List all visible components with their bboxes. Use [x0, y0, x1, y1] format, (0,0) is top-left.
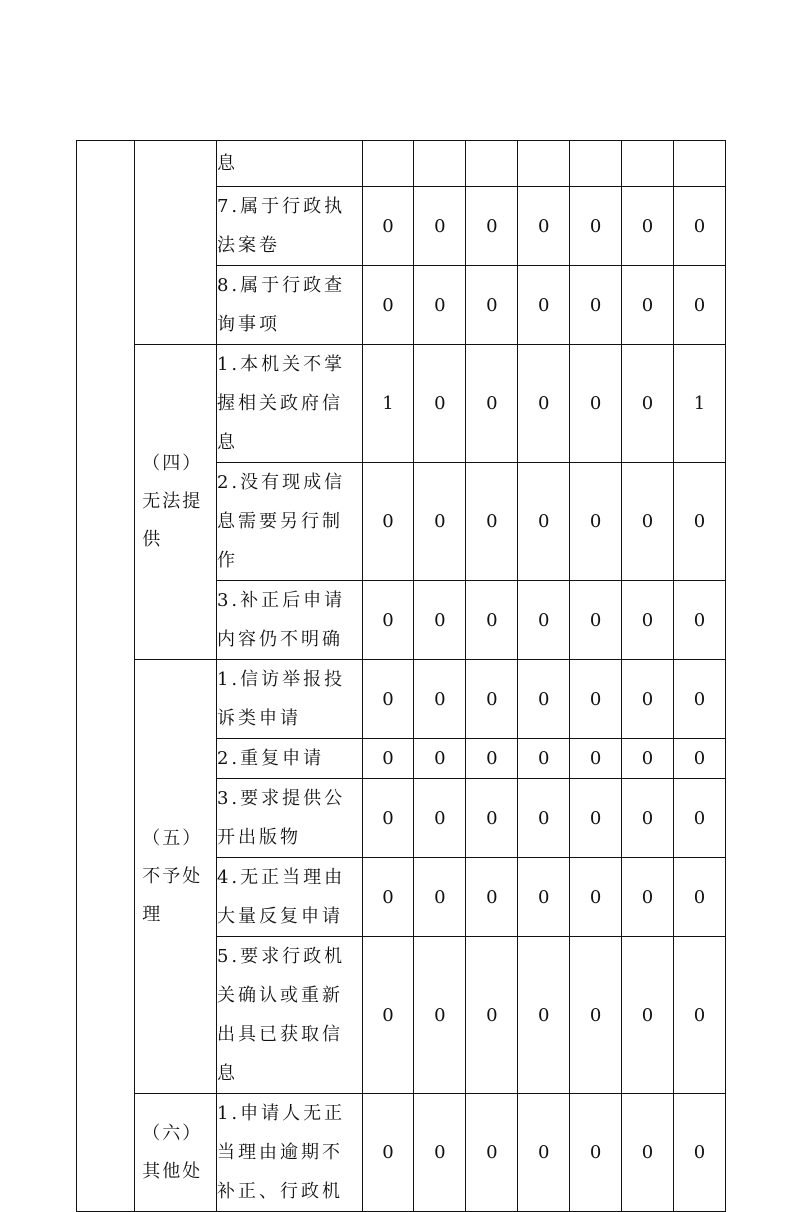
value-cell: 0	[362, 187, 414, 266]
value-cell: 0	[414, 345, 466, 463]
category-four-cell: （四）无法提供	[134, 345, 216, 660]
value-cell: 0	[362, 937, 414, 1094]
value-cell: 0	[570, 739, 622, 779]
item-label: 3.要求提供公开出版物	[216, 779, 362, 858]
item-label: 5.要求行政机关确认或重新出具已获取信息	[216, 937, 362, 1094]
value-cell: 0	[414, 463, 466, 581]
value-cell: 0	[466, 266, 518, 345]
item-label: 7.属于行政执法案卷	[216, 187, 362, 266]
value-cell: 0	[570, 266, 622, 345]
value-cell: 0	[622, 779, 674, 858]
value-cell: 1	[673, 345, 725, 463]
value-cell	[362, 141, 414, 187]
item-label: 1.本机关不掌握相关政府信息	[216, 345, 362, 463]
value-cell: 0	[673, 858, 725, 937]
value-cell: 0	[622, 463, 674, 581]
value-cell: 0	[673, 779, 725, 858]
item-label: 8.属于行政查询事项	[216, 266, 362, 345]
value-cell: 0	[622, 660, 674, 739]
value-cell: 0	[673, 463, 725, 581]
table-row	[77, 345, 726, 463]
value-cell: 0	[466, 739, 518, 779]
value-cell: 0	[466, 463, 518, 581]
value-cell: 0	[518, 858, 570, 937]
value-cell: 0	[570, 858, 622, 937]
value-cell: 0	[622, 1094, 674, 1212]
value-cell: 0	[414, 779, 466, 858]
value-cell	[466, 141, 518, 187]
value-cell: 0	[518, 660, 570, 739]
value-cell: 0	[466, 581, 518, 660]
value-cell: 0	[622, 345, 674, 463]
value-cell: 0	[362, 266, 414, 345]
item-label: 4.无正当理由大量反复申请	[216, 858, 362, 937]
value-cell: 0	[570, 937, 622, 1094]
value-cell: 0	[518, 937, 570, 1094]
value-cell: 0	[570, 779, 622, 858]
value-cell: 0	[518, 463, 570, 581]
category-six-cell: （六）其他处	[134, 1094, 216, 1212]
value-cell	[414, 141, 466, 187]
value-cell	[673, 141, 725, 187]
value-cell: 0	[673, 581, 725, 660]
item-label: 1.信访举报投诉类申请	[216, 660, 362, 739]
value-cell: 0	[466, 779, 518, 858]
value-cell: 0	[673, 187, 725, 266]
value-cell: 0	[622, 739, 674, 779]
value-cell: 0	[414, 581, 466, 660]
value-cell: 0	[622, 266, 674, 345]
value-cell: 0	[466, 1094, 518, 1212]
category-five-cell: （五）不予处理	[134, 660, 216, 1094]
value-cell: 0	[414, 739, 466, 779]
value-cell	[622, 141, 674, 187]
value-cell: 0	[622, 858, 674, 937]
item-label: 2.没有现成信息需要另行制作	[216, 463, 362, 581]
item-label: 3.补正后申请内容仍不明确	[216, 581, 362, 660]
value-cell: 0	[414, 1094, 466, 1212]
value-cell: 0	[414, 660, 466, 739]
value-cell: 0	[466, 345, 518, 463]
value-cell: 0	[466, 858, 518, 937]
value-cell: 0	[414, 937, 466, 1094]
item-label: 1.申请人无正当理由逾期不补正、行政机	[216, 1094, 362, 1212]
outer-category-cell	[77, 141, 135, 1212]
value-cell: 0	[362, 739, 414, 779]
value-cell: 0	[673, 266, 725, 345]
value-cell: 0	[518, 1094, 570, 1212]
value-cell: 0	[518, 779, 570, 858]
value-cell: 0	[362, 858, 414, 937]
value-cell: 0	[414, 266, 466, 345]
item-label: 2.重复申请	[216, 739, 362, 779]
value-cell: 0	[518, 187, 570, 266]
value-cell: 0	[466, 187, 518, 266]
value-cell: 0	[518, 266, 570, 345]
value-cell: 0	[362, 779, 414, 858]
table-row	[77, 1094, 726, 1212]
value-cell: 0	[570, 345, 622, 463]
value-cell: 1	[362, 345, 414, 463]
value-cell: 0	[466, 660, 518, 739]
category-cell-continued	[134, 141, 216, 345]
value-cell: 0	[622, 937, 674, 1094]
table-row	[77, 141, 726, 187]
value-cell: 0	[622, 187, 674, 266]
value-cell: 0	[414, 858, 466, 937]
table-row	[77, 660, 726, 739]
value-cell: 0	[362, 660, 414, 739]
value-cell: 0	[466, 937, 518, 1094]
value-cell	[518, 141, 570, 187]
value-cell: 0	[570, 187, 622, 266]
value-cell: 0	[570, 1094, 622, 1212]
value-cell: 0	[622, 581, 674, 660]
value-cell: 0	[362, 1094, 414, 1212]
disclosure-statistics-table	[76, 140, 726, 1212]
value-cell: 0	[518, 345, 570, 463]
value-cell: 0	[673, 1094, 725, 1212]
value-cell: 0	[518, 581, 570, 660]
value-cell: 0	[673, 739, 725, 779]
item-label: 息	[216, 141, 362, 187]
value-cell: 0	[362, 463, 414, 581]
value-cell: 0	[414, 187, 466, 266]
value-cell: 0	[570, 581, 622, 660]
value-cell: 0	[362, 581, 414, 660]
value-cell: 0	[518, 739, 570, 779]
value-cell: 0	[673, 660, 725, 739]
value-cell: 0	[673, 937, 725, 1094]
value-cell	[570, 141, 622, 187]
value-cell: 0	[570, 660, 622, 739]
value-cell: 0	[570, 463, 622, 581]
